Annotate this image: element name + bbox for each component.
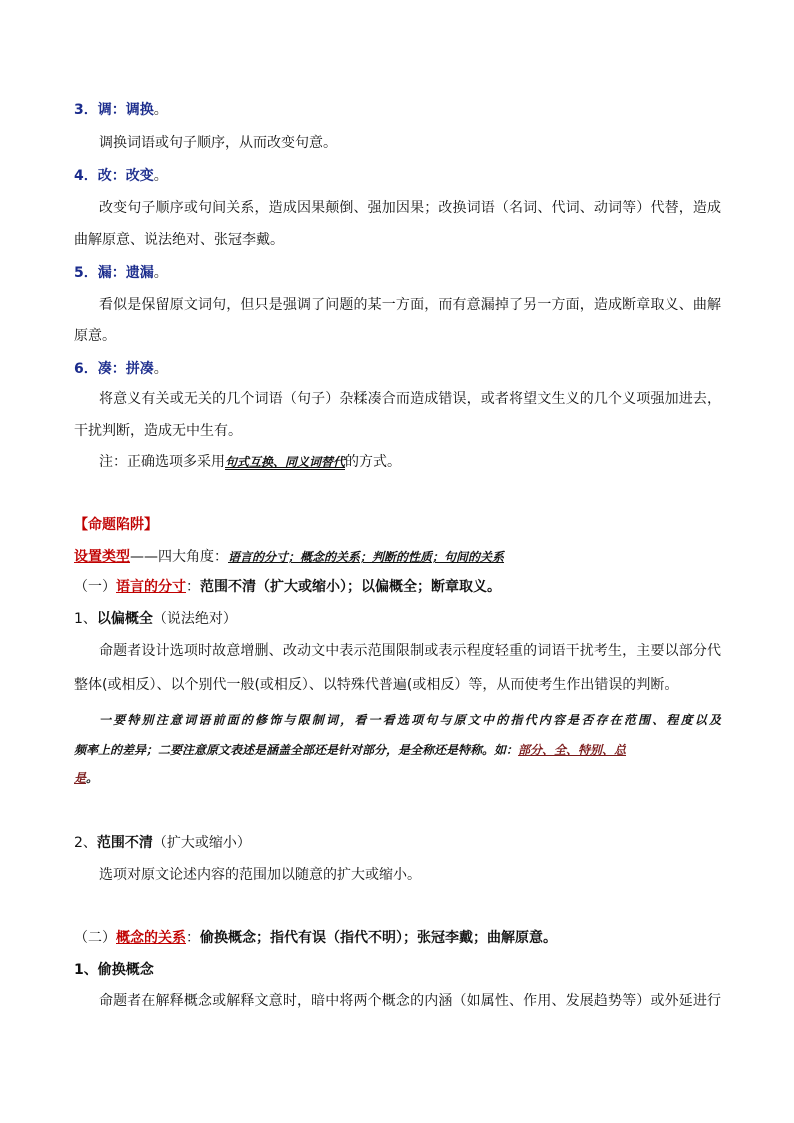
note-line: 注：正确选项多采用句式互换、同义词替代的方式。 [99,454,402,470]
item-number: 6． [74,361,98,377]
types-list: 语言的分寸；概念的关系；判断的性质；句间的关系 [228,550,505,564]
subsection-1-heading: （一）语言的分寸：范围不清（扩大或缩小）；以偏概全；断章取义。 [74,579,501,595]
item-title: 漏：遗漏 [97,265,154,281]
point-1-body-line2: 整体(或相反）、以个别代一般(或相反）、以特殊代普遍(或相反）等，从而使考生作出错误的判断。 [74,677,679,693]
tip-line2: 频率上的差异；二要注意原文表述是涵盖全部还是针对部分，是全称还是特称。如：部分、全、特别、总 [74,743,627,757]
point-3-heading: 1、偷换概念 [74,962,154,978]
item-4-body-line1: 改变句子顺序或句间关系，造成因果颠倒、强加因果；改换词语（名词、代词、动词等）代替，造成 [99,200,721,216]
note-emphasis: 句式互换、同义词替代 [225,455,346,469]
point-3-body-line1: 命题者在解释概念或解释文意时，暗中将两个概念的内涵（如属性、作用、发展趋势等）或外延进行 [99,993,721,1009]
item-number: 4． [74,168,98,184]
item-5-body-line2: 原意。 [74,328,116,344]
item-title: 凑：拼凑 [97,361,154,377]
subsection-title: 概念的关系 [116,930,186,946]
item-3-body: 调换词语或句子顺序，从而改变句意。 [99,135,337,151]
subsection-2-heading: （二）概念的关系：偷换概念；指代有误（指代不明）；张冠李戴；曲解原意。 [74,930,557,946]
point-2-heading: 2、范围不清（扩大或缩小） [74,835,251,851]
point-2-body: 选项对原文论述内容的范围加以随意的扩大或缩小。 [99,867,421,883]
section-header: 【命题陷阱】 [74,517,158,533]
item-4-body-line2: 曲解原意、说法绝对、张冠李戴。 [74,232,284,248]
point-1-body-line1: 命题者设计选项时故意增删、改动文中表示范围限制或表示程度轻重的词语干扰考生，主要以部分代 [99,643,721,659]
types-label: 设置类型 [74,549,130,565]
types-line: 设置类型——四大角度：语言的分寸；概念的关系；判断的性质；句间的关系 [74,549,505,565]
item-5-body-line1: 看似是保留原文词句，但只是强调了问题的某一方面，而有意漏掉了另一方面，造成断章取义、曲解 [99,297,721,313]
item-number: 3． [74,102,98,118]
tip-line1: 一要特别注意词语前面的修饰与限制词，看一看选项句与原文中的指代内容是否存在范围、程度以及 [99,713,721,727]
item-6-body-line1: 将意义有关或无关的几个词语（句子）杂糅凑合而造成错误，或者将望文生义的几个义项强加进去， [99,391,721,407]
item-6-heading: 6．凑：拼凑。 [74,361,168,377]
item-5-heading: 5．漏：遗漏。 [74,265,168,281]
item-title: 改：改变 [97,168,154,184]
item-3-heading: 3．调：调换。 [74,102,168,118]
point-1-heading: 1、以偏概全（说法绝对） [74,611,237,627]
item-6-body-line2: 干扰判断，造成无中生有。 [74,423,242,439]
item-title: 调：调换 [97,102,154,118]
item-number: 5． [74,265,98,281]
item-4-heading: 4．改：改变。 [74,168,168,184]
tip-line3: 是。 [74,771,99,785]
subsection-title: 语言的分寸 [116,579,186,595]
